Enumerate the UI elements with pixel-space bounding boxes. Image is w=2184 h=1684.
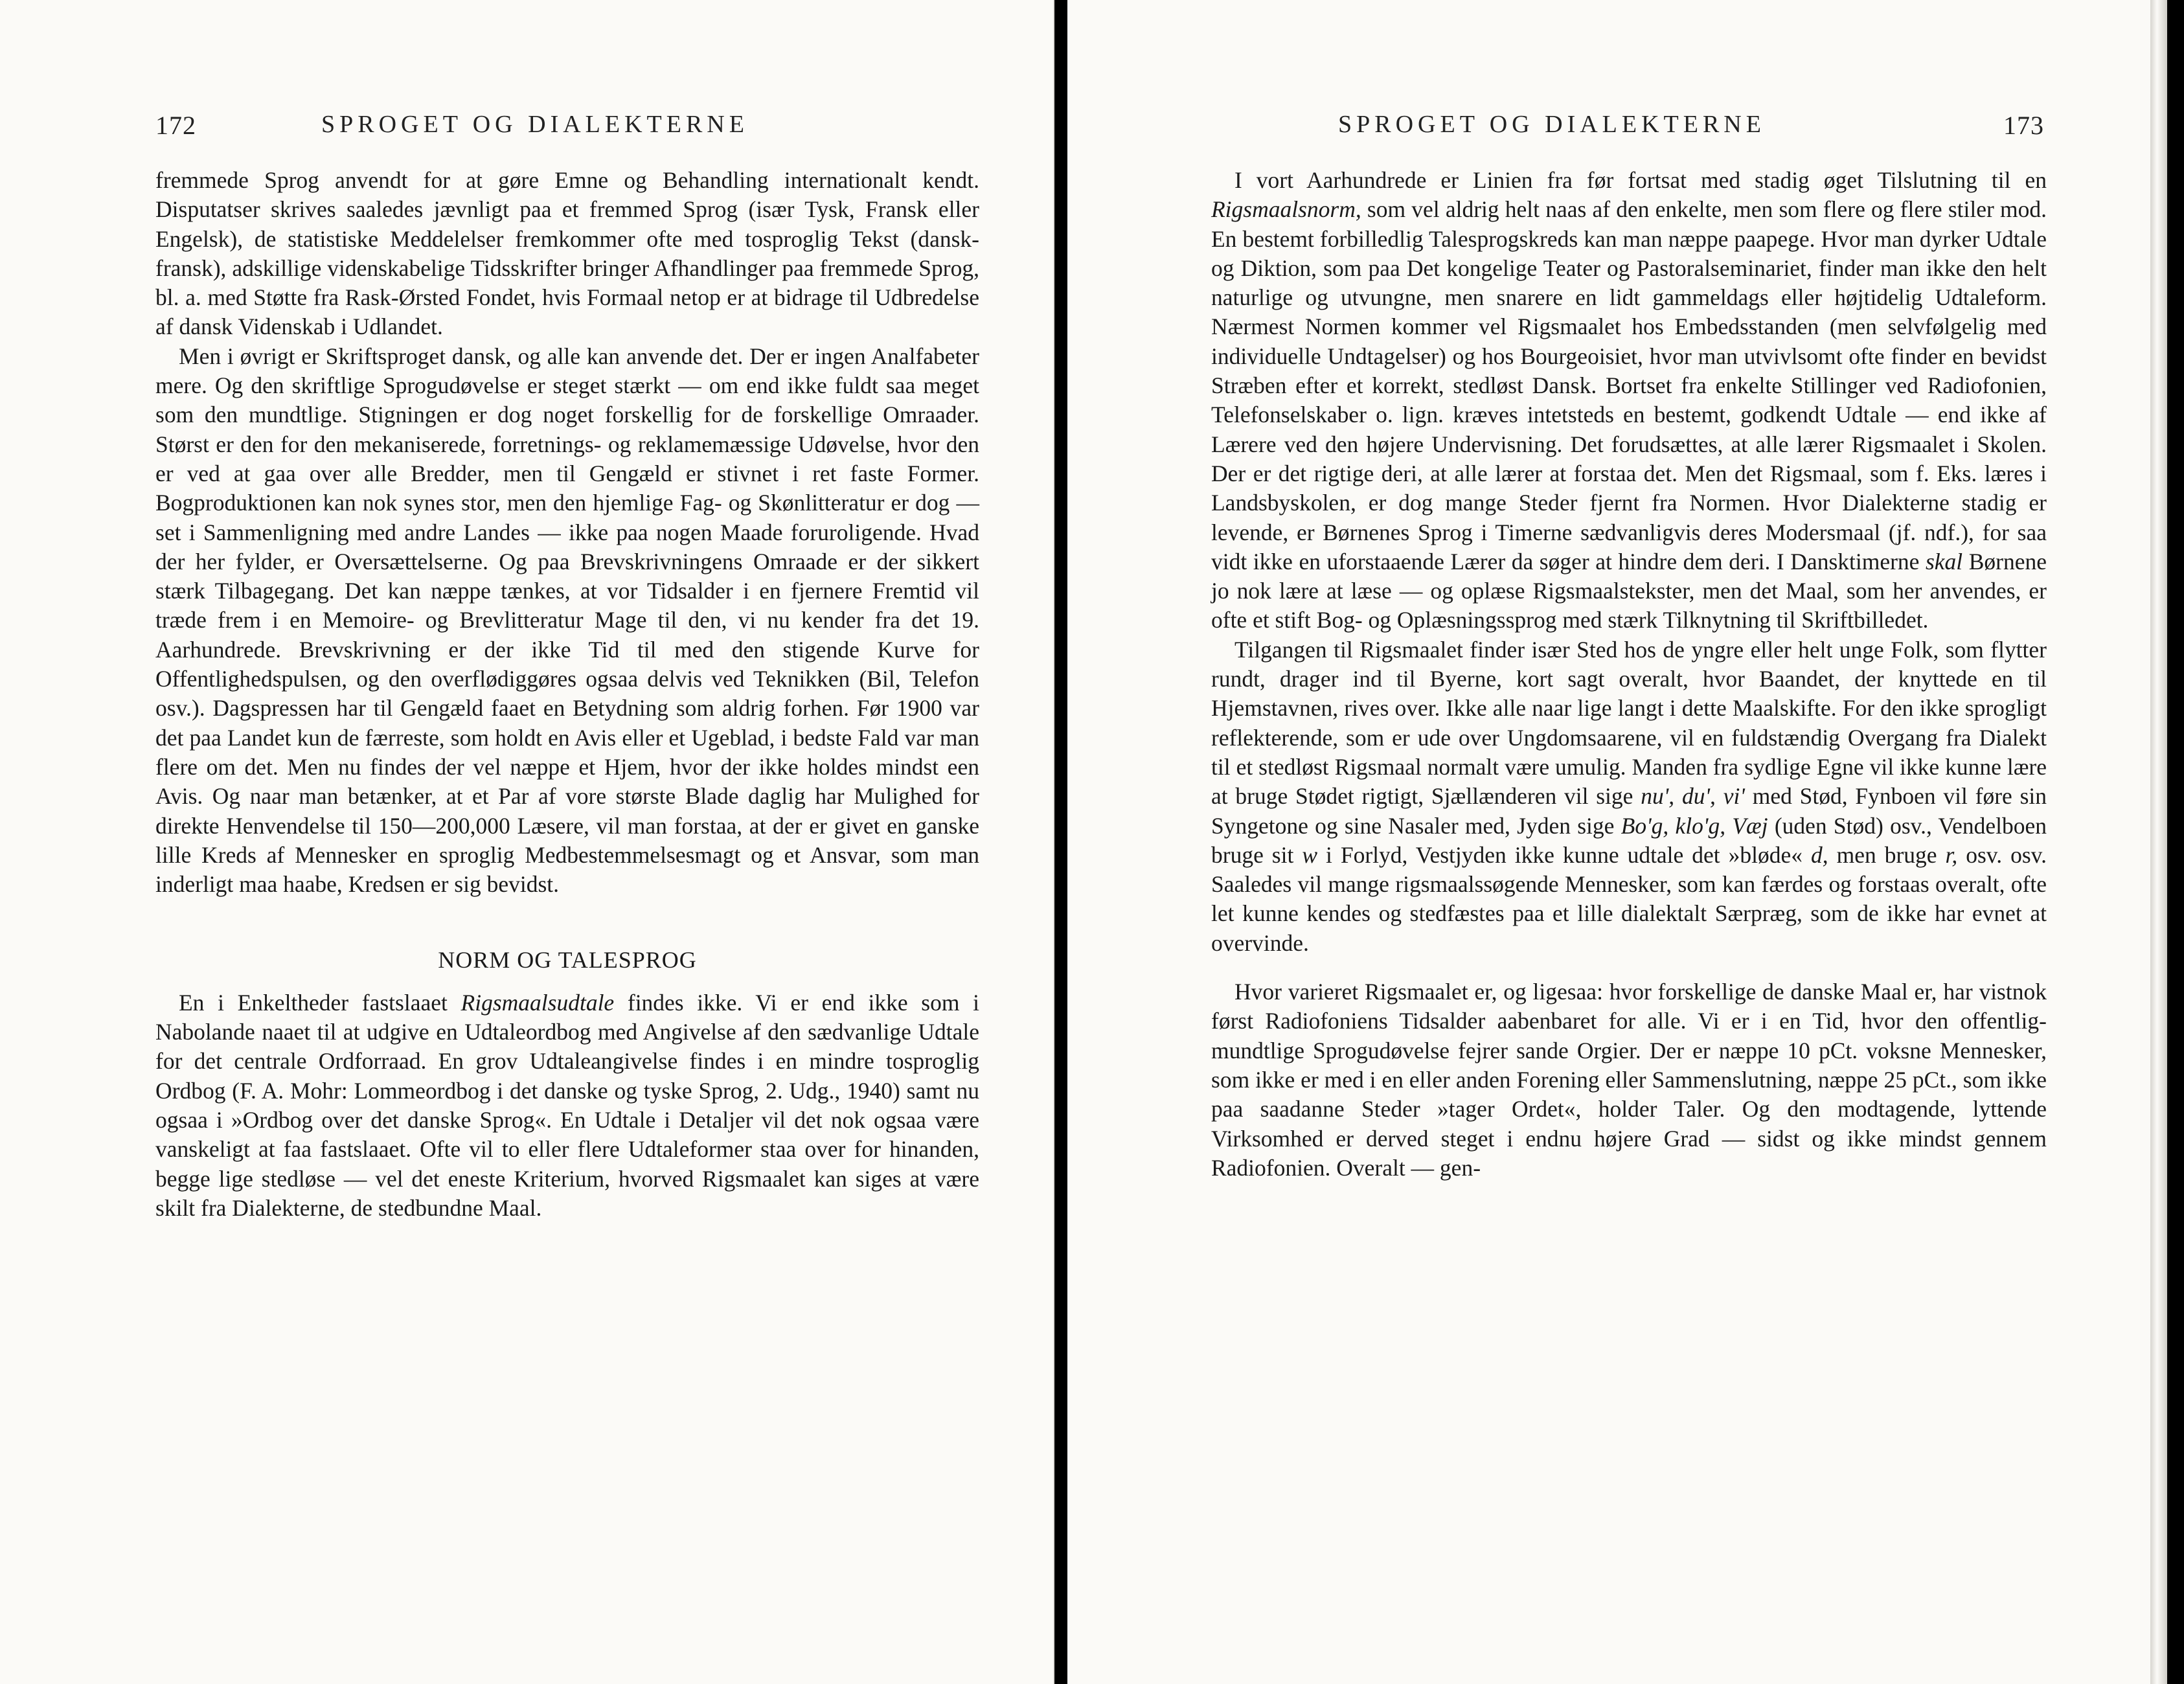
- text-run: (uden Stød) osv., Vendelboen bruge sit: [1211, 812, 2047, 868]
- italic-term: Rigsmaalsnorm,: [1211, 196, 1361, 223]
- italic-term: skal: [1925, 548, 1963, 575]
- paragraph: [1211, 166, 2047, 635]
- paragraph: Hvor varieret Rigsmaalet er, og ligesaa: hvor forskellige de danske Maal er, har vistnok først Radiofoniens Tidsalder aabenbaret for alle. Vi er i en Tid, hvor den offentlig-mundtlige Sprogudøvelse fejrer sande Orgier. Der er næppe 10 pCt. voksne Mennesker, som ikke er med i en eller anden Forening eller Sammenslutning, næppe 25 pCt., som ikke paa saadanne Steder »tager Ordet«, holder Taler. Og den modtagende, lyttende Virksomhed er derved steget i endnu højere Grad — sidst og ikke mindst gennem Radiofonien. Overalt — gen-: [1211, 979, 2047, 1181]
- right-page: [1067, 0, 2167, 1684]
- italic-term: d,: [1810, 841, 1828, 868]
- right-page-body: [1211, 166, 2047, 1183]
- text-run: men bruge: [1828, 841, 1946, 868]
- paragraph: fremmede Sprog anvendt for at gøre Emne og Behandling internationalt kendt. Disputatser skrives saaledes jævnligt paa et fremmed Sprog (især Tysk, Fransk eller Engelsk), de statistiske Meddelelser fremkommer ofte med tosproglig Tekst (dansk-fransk), adskillige videnskabelige Tidsskrifter bringer Afhandlinger paa fremmede Sprog, bl. a. med Støtte fra Rask-Ørsted Fondet, hvis Formaal netop er at bidrage til Udbredelse af dansk Videnskab i Udlandet.: [155, 167, 979, 340]
- text-run: i Forlyd, Vestjyden ikke kunne udtale det »bløde«: [1317, 841, 1811, 868]
- paragraph: Men i øvrigt er Skriftsproget dansk, og alle kan anvende det. Der er ingen Analfabeter mere. Og den skriftlige Sprogudøvelse er steget stærkt — om end ikke fuldt saa meget som den mundtlige. Stigningen er dog noget forskellig for de forskellige Omraader. Størst er den for den mekaniserede, forretnings- og reklamemæssige Udøvelse, hvor den er ved at gaa over alle Bredder, men til Gengæld er stivnet i ret faste Former. Bogproduktionen kan nok synes stor, men den hjemlige Fag- og Skønlitteratur er dog — set i Sammenligning med andre Landes — ikke paa nogen Maade foruroligende. Hvad der her fylder, er Oversættelserne. Og paa Brevskrivningens Omraade er der sikkert stærk Tilbagegang. Det kan næppe tænkes, at vor Tidsalder i en fjernere Fremtid vil træde frem i en Memoire- og Brevlitteratur Mage til den, vi nu kender fra det 19. Aarhundrede. Brevskrivning er der ikke Tid til med den stigende Kurve for Offentlighedspulsen, og den overflødiggøres ogsaa delvis ved Teknikken (Bil, Telefon osv.). Dagspressen har til Gengæld faaet en Betydning som aldrig forhen. Før 1900 var det paa Landet kun de færreste, som holdt en Avis eller et Ugeblad, i bedste Fald var man flere om det. Men nu findes der vel næppe et Hjem, hvor der ikke holdes mindst een Avis. Og naar man betænker, at et Par af vore største Blade daglig har Mulighed for direkte Henvendelse til 150—200,000 Læsere, vil man forstaa, at der er givet en ganske lille Kreds af Mennesker en sproglig Medbestemmelsesmagt og et Ansvar, som man inderligt maa haabe, Kredsen er sig bevidst.: [155, 343, 979, 898]
- italic-term: Bo'g, klo'g, Væj: [1621, 812, 1768, 839]
- page-edge: [2150, 0, 2167, 1684]
- italic-term: Rigsmaalsudtale: [461, 989, 615, 1016]
- paragraph: [1211, 635, 2047, 958]
- italic-term: nu', du', vi': [1641, 783, 1745, 810]
- left-page: [0, 0, 1054, 1684]
- left-page-body: [155, 166, 979, 1223]
- text-run: I vort Aarhundrede er Linien fra før fortsat med stadig øget Tilslutning til en: [1234, 167, 2047, 193]
- italic-term: w: [1302, 841, 1318, 868]
- right-running-head: SPROGET OG DIALEKTERNE: [1338, 111, 1766, 138]
- section-heading: NORM OG TALESPROG: [438, 947, 697, 973]
- paragraph: [155, 988, 979, 1223]
- italic-term: r,: [1945, 841, 1958, 868]
- text-run: med Stød, Fynboen vil føre sin Syngetone og sine Nasaler med, Jyden sige: [1211, 783, 2047, 839]
- text-run: som vel aldrig helt naas af den enkelte, men som flere og flere stiler mod. En bestemt forbilledlig Talesprogskreds kan man næppe paapege. Hvor man dyrker Udtale og Diktion, som paa Det kongelige Teater og Pastoralseminariet, finder man ikke den helt naturlige og utvungne, men snarere en lidt gammeldags eller højtidelig Udtaleform. Nærmest Normen kommer vel Rigsmaalet hos Embedsstanden (men selvfølgelig med individuelle Undtagelser) og hos Bourgeoisiet, hvor man utvivlsomt ofte finder en bevidst Stræben efter et korrekt, stedløst Dansk. Bortset fra enkelte Stillinger ved Radiofonien, Telefonselskaber o. lign. kræves intetsteds en bestemt, godkendt Udtale — end ikke af Lærere ved den højere Undervisning. Det forudsættes, at alle lærer Rigsmaalet i Skolen. Der er det rigtige deri, at alle lærer at forstaa det. Men det Rigsmaal, som f. Eks. læres i Landsbyskolen, er dog mange Steder fjernt fra Normen. Hvor Dialekterne stadig er levende, er Børnenes Sprog i Timerne sædvanligvis deres Modersmaal (jf. ndf.), for saa vidt ikke en uforstaaende Lærer da søger at hindre dem deri. I Dansktimerne: [1211, 196, 2047, 575]
- text-run: En i Enkeltheder fastslaaet: [179, 989, 461, 1016]
- text-run: Tilgangen til Rigsmaalet finder især Sted hos de yngre eller helt unge Folk, som flytter rundt, drager ind til Byerne, kort sagt overalt, hvor Baandet, der knyttede en til Hjemstavnen, rives over. Ikke alle naar lige langt i dette Maalskifte. For den ikke sprogligt reflekterende, som er ude over Ungdomsaarene, vil en fuldstændig Overgang fra Dialekt til et stedløst Rigsmaal normalt være umulig. Manden fra sydlige Egne vil ikke kunne lære at bruge Stødet rigtigt, Sjællænderen vil sige: [1211, 636, 2047, 810]
- left-running-head: SPROGET OG DIALEKTERNE: [321, 111, 749, 138]
- text-run: findes ikke. Vi er end ikke som i Nabolande naaet til at udgive en Udtaleordbog med Angivelse af den sædvanlige Udtale for det centrale Ordforraad. En grov Udtaleangivelse findes i en mindre tosproglig Ordbog (F. A. Mohr: Lommeordbog i det danske og tyske Sprog, 2. Udg., 1940) samt nu ogsaa i »Ordbog over det danske Sprog«. En Udtale i Detaljer vil det nok ogsaa være vanskeligt at faa fastslaaet. Ofte vil to eller flere Udtaleformer staa over for hinanden, begge lige stedløse — vel det eneste Kriterium, hvorved Rigsmaalet kan siges at være skilt fra Dialekterne, de stedbundne Maal.: [155, 989, 979, 1221]
- left-page-number: 172: [155, 111, 196, 140]
- text-run: osv. osv. Saaledes vil mange rigsmaalssøgende Mennesker, som kan færdes og forstaas overalt, ofte let kunne kendes og stedfæstes paa et lille dialektalt Særpræg, som de ikke har evnet at overvinde.: [1211, 841, 2047, 956]
- text-run: Børnene jo nok lære at læse — og oplæse Rigsmaalstekster, men det Maal, som her anvendes, er ofte et stift Bog- og Oplæsningssprog med stærk Tilknytning til Skriftbilledet.: [1211, 548, 2047, 633]
- right-page-number: 173: [2003, 111, 2044, 140]
